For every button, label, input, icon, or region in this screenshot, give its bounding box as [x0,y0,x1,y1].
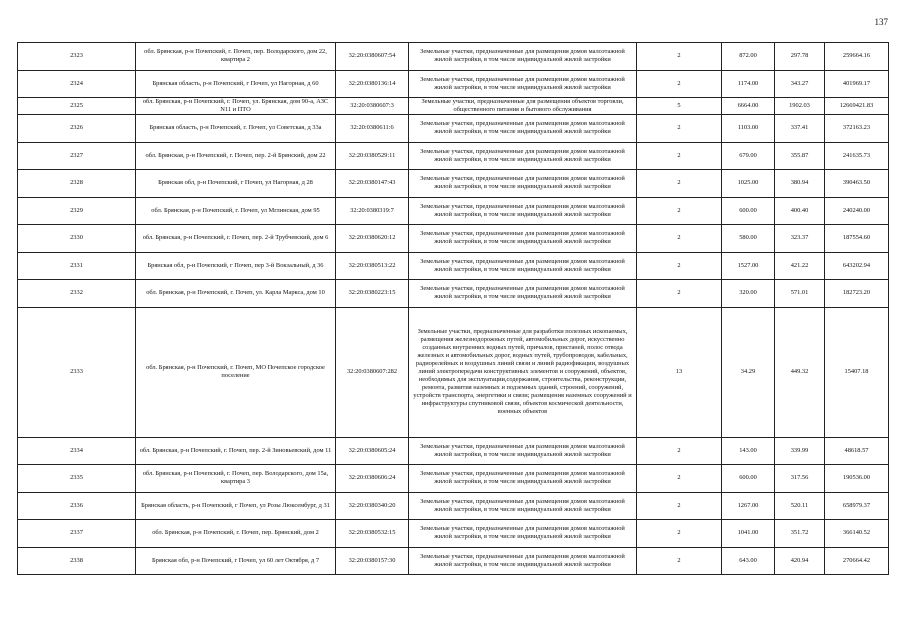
unit-value-cell: 317.56 [775,465,825,493]
page-number: 137 [874,17,888,27]
cadastral-cost-cell: 259664.16 [825,43,889,71]
row-number-cell: 2337 [18,520,136,548]
land-use-cell: Земельные участки, предназначенные для размещения объектов торговли, общественного питания и бытового обслуживания [409,98,637,115]
table-row [18,98,889,115]
area-cell: 1041.00 [722,520,775,548]
area-cell: 320.00 [722,280,775,308]
cadastral-number-cell: 32:20:0380607:3 [336,98,409,115]
cadastral-number-cell: 32:20:0380620:12 [336,225,409,253]
unit-value-cell: 355.87 [775,142,825,170]
row-number-cell: 2330 [18,225,136,253]
area-cell: 34.29 [722,307,775,437]
table-row [18,307,889,437]
address-cell: Брянская область, р-н Почепский, г. Почеп, ул Советская, д 33а [136,115,336,143]
group-cell: 2 [637,197,722,225]
address-cell: обл. Брянская, р-н Почепский, г. Почеп, пер. 2-й Брянский, дом 22 [136,142,336,170]
land-use-cell: Земельные участки, предназначенные для размещения домов малоэтажной жилой застройки, в том числе индивидуальной жилой застройки [409,43,637,71]
group-cell: 2 [637,170,722,198]
unit-value-cell: 343.27 [775,70,825,98]
cadastral-cost-cell: 390463.50 [825,170,889,198]
area-cell: 143.00 [722,437,775,465]
table-body [18,43,889,575]
table-row [18,465,889,493]
unit-value-cell: 571.01 [775,280,825,308]
cadastral-cost-cell: 270664.42 [825,547,889,575]
unit-value-cell: 421.22 [775,252,825,280]
cadastral-number-cell: 32:20:0380611:6 [336,115,409,143]
land-use-cell: Земельные участки, предназначенные для размещения домов малоэтажной жилой застройки, в том числе индивидуальной жилой застройки [409,252,637,280]
cadastral-number-cell: 32:20:0380319:7 [336,197,409,225]
table-row [18,520,889,548]
area-cell: 6664.00 [722,98,775,115]
row-number-cell: 2335 [18,465,136,493]
area-cell: 1025.00 [722,170,775,198]
group-cell: 2 [637,520,722,548]
land-use-cell: Земельные участки, предназначенные для размещения домов малоэтажной жилой застройки, в том числе индивидуальной жилой застройки [409,197,637,225]
cadastral-number-cell: 32:20:0380605:24 [336,437,409,465]
row-number-cell: 2331 [18,252,136,280]
land-use-cell: Земельные участки, предназначенные для размещения домов малоэтажной жилой застройки, в том числе индивидуальной жилой застройки [409,437,637,465]
row-number-cell: 2333 [18,307,136,437]
unit-value-cell: 380.94 [775,170,825,198]
land-use-cell: Земельные участки, предназначенные для размещения домов малоэтажной жилой застройки, в том числе индивидуальной жилой застройки [409,142,637,170]
cadastral-cost-cell: 12669421.83 [825,98,889,115]
land-use-cell: Земельные участки, предназначенные для размещения домов малоэтажной жилой застройки, в том числе индивидуальной жилой застройки [409,70,637,98]
cadastral-number-cell: 32:20:0380340:20 [336,492,409,520]
cadastral-cost-cell: 658979.37 [825,492,889,520]
table-row [18,492,889,520]
area-cell: 679.00 [722,142,775,170]
cadastral-cost-cell: 366140.52 [825,520,889,548]
table-row [18,115,889,143]
land-use-cell: Земельные участки, предназначенные для размещения домов малоэтажной жилой застройки, в том числе индивидуальной жилой застройки [409,492,637,520]
land-use-cell: Земельные участки, предназначенные для размещения домов малоэтажной жилой застройки, в том числе индивидуальной жилой застройки [409,115,637,143]
table-row [18,252,889,280]
group-cell: 2 [637,465,722,493]
unit-value-cell: 323.37 [775,225,825,253]
area-cell: 1103.00 [722,115,775,143]
cadastral-number-cell: 32:20:0380529:11 [336,142,409,170]
group-cell: 2 [637,492,722,520]
cadastral-cost-cell: 240240.00 [825,197,889,225]
group-cell: 2 [637,437,722,465]
table-row [18,142,889,170]
cadastral-cost-cell: 48618.57 [825,437,889,465]
group-cell: 2 [637,547,722,575]
cadastral-cost-cell: 182723.20 [825,280,889,308]
area-cell: 1527.00 [722,252,775,280]
unit-value-cell: 420.94 [775,547,825,575]
cadastral-number-cell: 32:20:0380136:14 [336,70,409,98]
row-number-cell: 2329 [18,197,136,225]
land-use-cell: Земельные участки, предназначенные для разработки полезных ископаемых, размещения железнодорожных путей, автомобильных дорог, искусственно созданных внутренних водных путей, причалов, пристаней, полос отвода железных и автомобильных дорог, водных путей, трубопроводов, кабельных, радиорелейных и воздушных линий связи и линий радиофикации, воздушных линий электропередачи конструктивных элементов и сооружений, объектов, необходимых для эксплуатации,содержания, строительства, реконструкции, ремонта, развития наземных и подземных зданий, строений, сооружений, устройств транспорта, энергетики и связи; размещения наземных сооружений и инфраструктуры спутниковой связи, объектов космической деятельности, военных объектов [409,307,637,437]
row-number-cell: 2334 [18,437,136,465]
address-cell: обл. Брянская, р-н Почепский, г. Почеп, ул. Карла Маркса, дом 10 [136,280,336,308]
row-number-cell: 2327 [18,142,136,170]
row-number-cell: 2338 [18,547,136,575]
table-row [18,170,889,198]
address-cell: Брянская область, р-н Почепский, г Почеп, ул Нагорная, д 60 [136,70,336,98]
table-row [18,547,889,575]
unit-value-cell: 520.11 [775,492,825,520]
unit-value-cell: 351.72 [775,520,825,548]
cadastral-cost-cell: 372163.23 [825,115,889,143]
row-number-cell: 2328 [18,170,136,198]
unit-value-cell: 1902.03 [775,98,825,115]
address-cell: Брянская область, р-н Почепский, г Почеп, ул Розы Люксембург, д 31 [136,492,336,520]
table-row [18,437,889,465]
area-cell: 643.00 [722,547,775,575]
group-cell: 2 [637,70,722,98]
group-cell: 2 [637,252,722,280]
land-use-cell: Земельные участки, предназначенные для размещения домов малоэтажной жилой застройки, в том числе индивидуальной жилой застройки [409,170,637,198]
group-cell: 2 [637,280,722,308]
cadastral-value-table [17,42,889,575]
address-cell: обл. Брянская, р-н Почепский, г. Почеп, пер. Володарского, дом 15а, квартира 3 [136,465,336,493]
address-cell: обл. Брянская, р-н Почепский, г. Почеп, пер. Володарского, дом 22, квартира 2 [136,43,336,71]
land-use-cell: Земельные участки, предназначенные для размещения домов малоэтажной жилой застройки, в том числе индивидуальной жилой застройки [409,520,637,548]
group-cell: 2 [637,115,722,143]
address-cell: Брянская обл, р-н Почепский, г Почеп, пер 3-й Вокзальный, д 36 [136,252,336,280]
row-number-cell: 2324 [18,70,136,98]
address-cell: Брянская обл, р-н Почепский, г Почеп, ул Нагорная, д 28 [136,170,336,198]
table-row [18,225,889,253]
address-cell: Брянская обл, р-н Почепский, г Почеп, ул 60 лет Октября, д 7 [136,547,336,575]
table-row [18,197,889,225]
cadastral-number-cell: 32:20:0380532:15 [336,520,409,548]
area-cell: 1267.00 [722,492,775,520]
address-cell: обл. Брянская, р-н Почепский, г. Почеп, пер. Брянский, дом 2 [136,520,336,548]
land-use-cell: Земельные участки, предназначенные для размещения домов малоэтажной жилой застройки, в том числе индивидуальной жилой застройки [409,280,637,308]
row-number-cell: 2326 [18,115,136,143]
cadastral-cost-cell: 15407.18 [825,307,889,437]
area-cell: 1174.00 [722,70,775,98]
group-cell: 13 [637,307,722,437]
land-use-cell: Земельные участки, предназначенные для размещения домов малоэтажной жилой застройки, в том числе индивидуальной жилой застройки [409,225,637,253]
row-number-cell: 2336 [18,492,136,520]
cadastral-cost-cell: 241635.73 [825,142,889,170]
address-cell: обл. Брянская, р-н Почепский, г. Почеп, МО Почепское городское поселение [136,307,336,437]
address-cell: обл. Брянская, р-н Почепский, г. Почеп, пер. 2-й Зиновьевский, дом 11 [136,437,336,465]
unit-value-cell: 297.78 [775,43,825,71]
cadastral-cost-cell: 187554.60 [825,225,889,253]
cadastral-number-cell: 32:20:0380607:54 [336,43,409,71]
table-row [18,70,889,98]
unit-value-cell: 400.40 [775,197,825,225]
cadastral-number-cell: 32:20:0380606:24 [336,465,409,493]
group-cell: 2 [637,43,722,71]
address-cell: обл. Брянская, р-н Почепский, г. Почеп, ул Мглинская, дом 95 [136,197,336,225]
row-number-cell: 2332 [18,280,136,308]
row-number-cell: 2325 [18,98,136,115]
cadastral-number-cell: 32:20:0380157:30 [336,547,409,575]
cadastral-cost-cell: 643202.94 [825,252,889,280]
table-row [18,43,889,71]
cadastral-cost-cell: 401969.17 [825,70,889,98]
area-cell: 872.00 [722,43,775,71]
unit-value-cell: 449.32 [775,307,825,437]
area-cell: 600.00 [722,197,775,225]
area-cell: 600.00 [722,465,775,493]
group-cell: 2 [637,142,722,170]
unit-value-cell: 339.99 [775,437,825,465]
group-cell: 2 [637,225,722,253]
land-use-cell: Земельные участки, предназначенные для размещения домов малоэтажной жилой застройки, в том числе индивидуальной жилой застройки [409,465,637,493]
cadastral-number-cell: 32:20:0380513:22 [336,252,409,280]
cadastral-number-cell: 32:20:0380223:15 [336,280,409,308]
row-number-cell: 2323 [18,43,136,71]
cadastral-cost-cell: 190536.00 [825,465,889,493]
land-use-cell: Земельные участки, предназначенные для размещения домов малоэтажной жилой застройки, в том числе индивидуальной жилой застройки [409,547,637,575]
group-cell: 5 [637,98,722,115]
unit-value-cell: 337.41 [775,115,825,143]
table-row [18,280,889,308]
address-cell: обл. Брянская, р-н Почепский, г. Почеп, пер. 2-й Трубчевский, дом 6 [136,225,336,253]
address-cell: обл. Брянская, р-н Почепский, г. Почеп, ул. Брянская, дом 90-а, АЗС N11 и ПТО [136,98,336,115]
area-cell: 580.00 [722,225,775,253]
cadastral-number-cell: 32:20:0380607:282 [336,307,409,437]
cadastral-number-cell: 32:20:0380147:43 [336,170,409,198]
